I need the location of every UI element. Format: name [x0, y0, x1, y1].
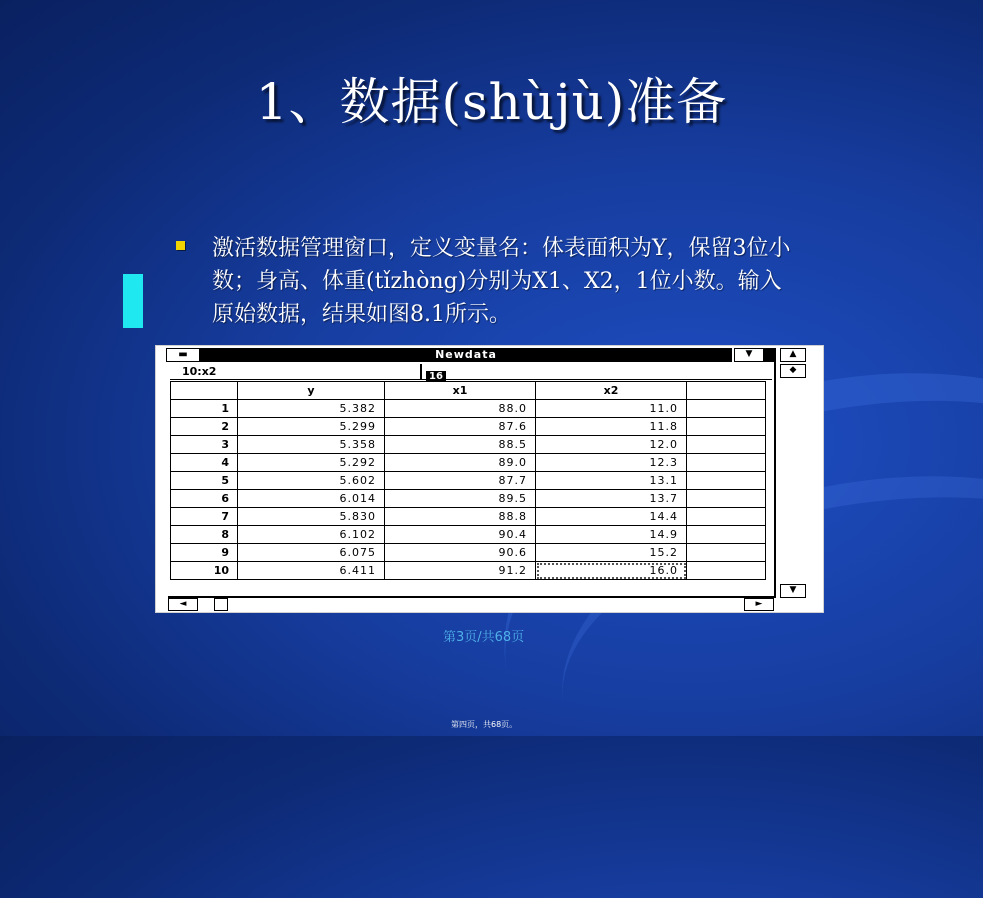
- row-number[interactable]: 8: [171, 526, 238, 544]
- table-row: [171, 436, 766, 454]
- cell-x1[interactable]: 89.0: [385, 454, 536, 472]
- row-number[interactable]: 7: [171, 508, 238, 526]
- page-number: 第3页/共68页: [443, 630, 525, 645]
- vertical-scrollbar[interactable]: [774, 348, 810, 598]
- cell-empty[interactable]: [687, 490, 766, 508]
- arrow-right-icon[interactable]: ►: [744, 598, 774, 611]
- table-row: [171, 544, 766, 562]
- table-row: [171, 526, 766, 544]
- column-header[interactable]: x1: [385, 382, 536, 400]
- spreadsheet-window: [155, 345, 824, 613]
- table-row: [171, 490, 766, 508]
- bullet-square-icon: [176, 241, 185, 250]
- cell-empty[interactable]: [687, 454, 766, 472]
- cell-x2[interactable]: 13.7: [536, 490, 687, 508]
- cell-y[interactable]: 5.602: [238, 472, 385, 490]
- cell-x1[interactable]: 88.0: [385, 400, 536, 418]
- cell-x2[interactable]: 12.3: [536, 454, 687, 472]
- cell-y[interactable]: 5.382: [238, 400, 385, 418]
- cell-empty[interactable]: [687, 544, 766, 562]
- cell-empty[interactable]: [687, 436, 766, 454]
- cell-empty[interactable]: [687, 418, 766, 436]
- cell-y[interactable]: 6.075: [238, 544, 385, 562]
- cell-value-field[interactable]: [420, 364, 772, 380]
- cell-x1[interactable]: 91.2: [385, 562, 536, 580]
- row-number[interactable]: 2: [171, 418, 238, 436]
- table-row: [171, 472, 766, 490]
- cell-empty[interactable]: [687, 562, 766, 580]
- cell-x1[interactable]: 87.6: [385, 418, 536, 436]
- column-header[interactable]: y: [238, 382, 385, 400]
- triangle-up-icon[interactable]: ▲: [780, 348, 806, 362]
- cell-y[interactable]: 5.292: [238, 454, 385, 472]
- row-number[interactable]: 10: [171, 562, 238, 580]
- cell-empty[interactable]: [687, 526, 766, 544]
- cell-y[interactable]: 5.358: [238, 436, 385, 454]
- cell-x2[interactable]: 11.0: [536, 400, 687, 418]
- scroll-thumb[interactable]: ◆: [780, 364, 806, 378]
- cell-y[interactable]: 6.014: [238, 490, 385, 508]
- table-row: [171, 418, 766, 436]
- cell-value: 16: [426, 371, 446, 382]
- cell-x2[interactable]: 14.4: [536, 508, 687, 526]
- cell-y[interactable]: 5.830: [238, 508, 385, 526]
- triangle-down-icon[interactable]: ▼: [734, 348, 764, 362]
- cell-empty[interactable]: [687, 472, 766, 490]
- cell-y[interactable]: 5.299: [238, 418, 385, 436]
- cell-x1[interactable]: 90.6: [385, 544, 536, 562]
- cell-x1[interactable]: 89.5: [385, 490, 536, 508]
- cell-x2[interactable]: 14.9: [536, 526, 687, 544]
- cell-x1[interactable]: 88.5: [385, 436, 536, 454]
- cell-x1[interactable]: 87.7: [385, 472, 536, 490]
- cell-x2[interactable]: 13.1: [536, 472, 687, 490]
- table-row: [171, 454, 766, 472]
- bullet-text: 激活数据管理窗口，定义变量名：体表面积为Y，保留3位小数；身高、体重(tǐzhòng)分别为X1、X2，1位小数。输入原始数据，结果如图8.1所示。: [212, 236, 791, 327]
- cell-x1[interactable]: 90.4: [385, 526, 536, 544]
- table-row: [171, 400, 766, 418]
- horizontal-scrollbar[interactable]: [168, 596, 774, 610]
- window-title: Newdata: [200, 348, 732, 362]
- row-number[interactable]: 5: [171, 472, 238, 490]
- triangle-down-icon[interactable]: ▼: [780, 584, 806, 598]
- row-number[interactable]: 4: [171, 454, 238, 472]
- column-header[interactable]: [687, 382, 766, 400]
- cell-empty[interactable]: [687, 508, 766, 526]
- table-row: [171, 508, 766, 526]
- cell-x1[interactable]: 88.8: [385, 508, 536, 526]
- row-number[interactable]: 6: [171, 490, 238, 508]
- row-number[interactable]: 9: [171, 544, 238, 562]
- cell-x2[interactable]: 15.2: [536, 544, 687, 562]
- table-row: [171, 562, 766, 580]
- accent-block: [123, 274, 143, 328]
- cell-x2[interactable]: 12.0: [536, 436, 687, 454]
- footer-note: 第四页，共68页。: [451, 720, 518, 729]
- arrow-left-icon[interactable]: ◄: [168, 598, 198, 611]
- row-number[interactable]: 3: [171, 436, 238, 454]
- slide-title: 1、数据(shùjù)准备: [255, 73, 728, 131]
- cell-y[interactable]: 6.411: [238, 562, 385, 580]
- cell-x2[interactable]: 11.8: [536, 418, 687, 436]
- cell-x2-active[interactable]: 16.0: [536, 562, 687, 580]
- cell-empty[interactable]: [687, 400, 766, 418]
- cell-reference: 10:x2: [170, 364, 420, 380]
- scroll-thumb[interactable]: [214, 598, 228, 611]
- minus-icon[interactable]: ▬: [166, 348, 200, 362]
- corner-header: [171, 382, 238, 400]
- data-grid: [170, 381, 766, 580]
- titlebar-end: [764, 348, 774, 362]
- column-header[interactable]: x2: [536, 382, 687, 400]
- cell-y[interactable]: 6.102: [238, 526, 385, 544]
- row-number[interactable]: 1: [171, 400, 238, 418]
